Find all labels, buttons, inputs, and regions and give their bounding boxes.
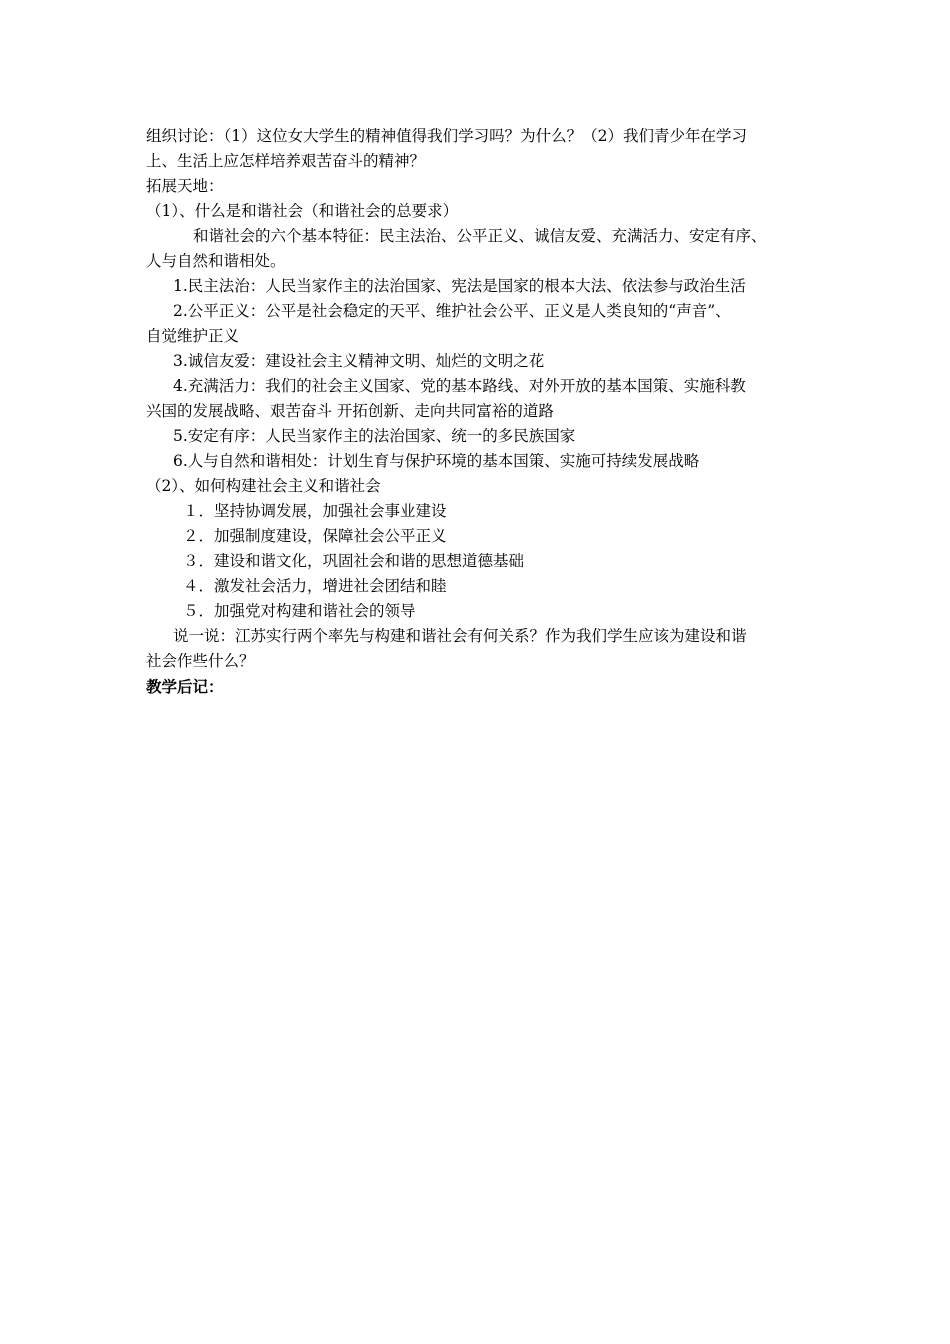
feature-item-5: 5.安定有序：人民当家作主的法治国家、统一的多民族国家 bbox=[173, 427, 576, 445]
features-line-2: 人与自然和谐相处。 bbox=[146, 252, 286, 270]
features-line-1: 和谐社会的六个基本特征：民主法治、公平正义、诚信友爱、充满活力、安定有序、 bbox=[193, 227, 767, 245]
discussion-line-2: 上、生活上应怎样培养艰苦奋斗的精神？ bbox=[146, 152, 426, 170]
feature-item-4: 4.充满活力：我们的社会主义国家、党的基本路线、对外开放的基本国策、实施科教 bbox=[173, 377, 746, 395]
say-line-2: 社会作些什么？ bbox=[146, 652, 255, 670]
measure-item-5: ５．加强党对构建和谐社会的领导 bbox=[183, 602, 416, 620]
discussion-line-1: 组织讨论：（1）这位女大学生的精神值得我们学习吗？为什么？（2）我们青少年在学习 bbox=[146, 127, 747, 145]
feature-item-4-cont: 兴国的发展战略、艰苦奋斗 开拓创新、走向共同富裕的道路 bbox=[146, 402, 554, 420]
feature-item-2-cont: 自觉维护正义 bbox=[146, 327, 240, 345]
teaching-postscript-label: 教学后记： bbox=[146, 677, 224, 696]
feature-item-6: 6.人与自然和谐相处：计划生育与保护环境的基本国策、实施可持续发展战略 bbox=[173, 452, 700, 470]
measure-item-2: ２．加强制度建设，保障社会公平正义 bbox=[183, 527, 447, 545]
say-line-1: 说一说：江苏实行两个率先与构建和谐社会有何关系？作为我们学生应该为建设和谐 bbox=[173, 627, 747, 645]
measure-item-4: ４．激发社会活力，增进社会团结和睦 bbox=[183, 577, 447, 595]
feature-item-1: 1.民主法治：人民当家作主的法治国家、宪法是国家的根本大法、依法参与政治生活 bbox=[173, 277, 746, 295]
feature-item-3: 3.诚信友爱：建设社会主义精神文明、灿烂的文明之花 bbox=[173, 352, 545, 370]
measure-item-1: １．坚持协调发展，加强社会事业建设 bbox=[183, 502, 447, 520]
feature-item-2: 2.公平正义：公平是社会稳定的天平、维护社会公平、正义是人类良知的“声音”、 bbox=[173, 302, 731, 320]
document-body bbox=[146, 124, 816, 699]
question-2: （2）、如何构建社会主义和谐社会 bbox=[146, 477, 381, 495]
expand-heading: 拓展天地： bbox=[146, 177, 224, 195]
measure-item-3: ３．建设和谐文化，巩固社会和谐的思想道德基础 bbox=[183, 552, 525, 570]
question-1: （1）、什么是和谐社会（和谐社会的总要求） bbox=[146, 202, 459, 220]
